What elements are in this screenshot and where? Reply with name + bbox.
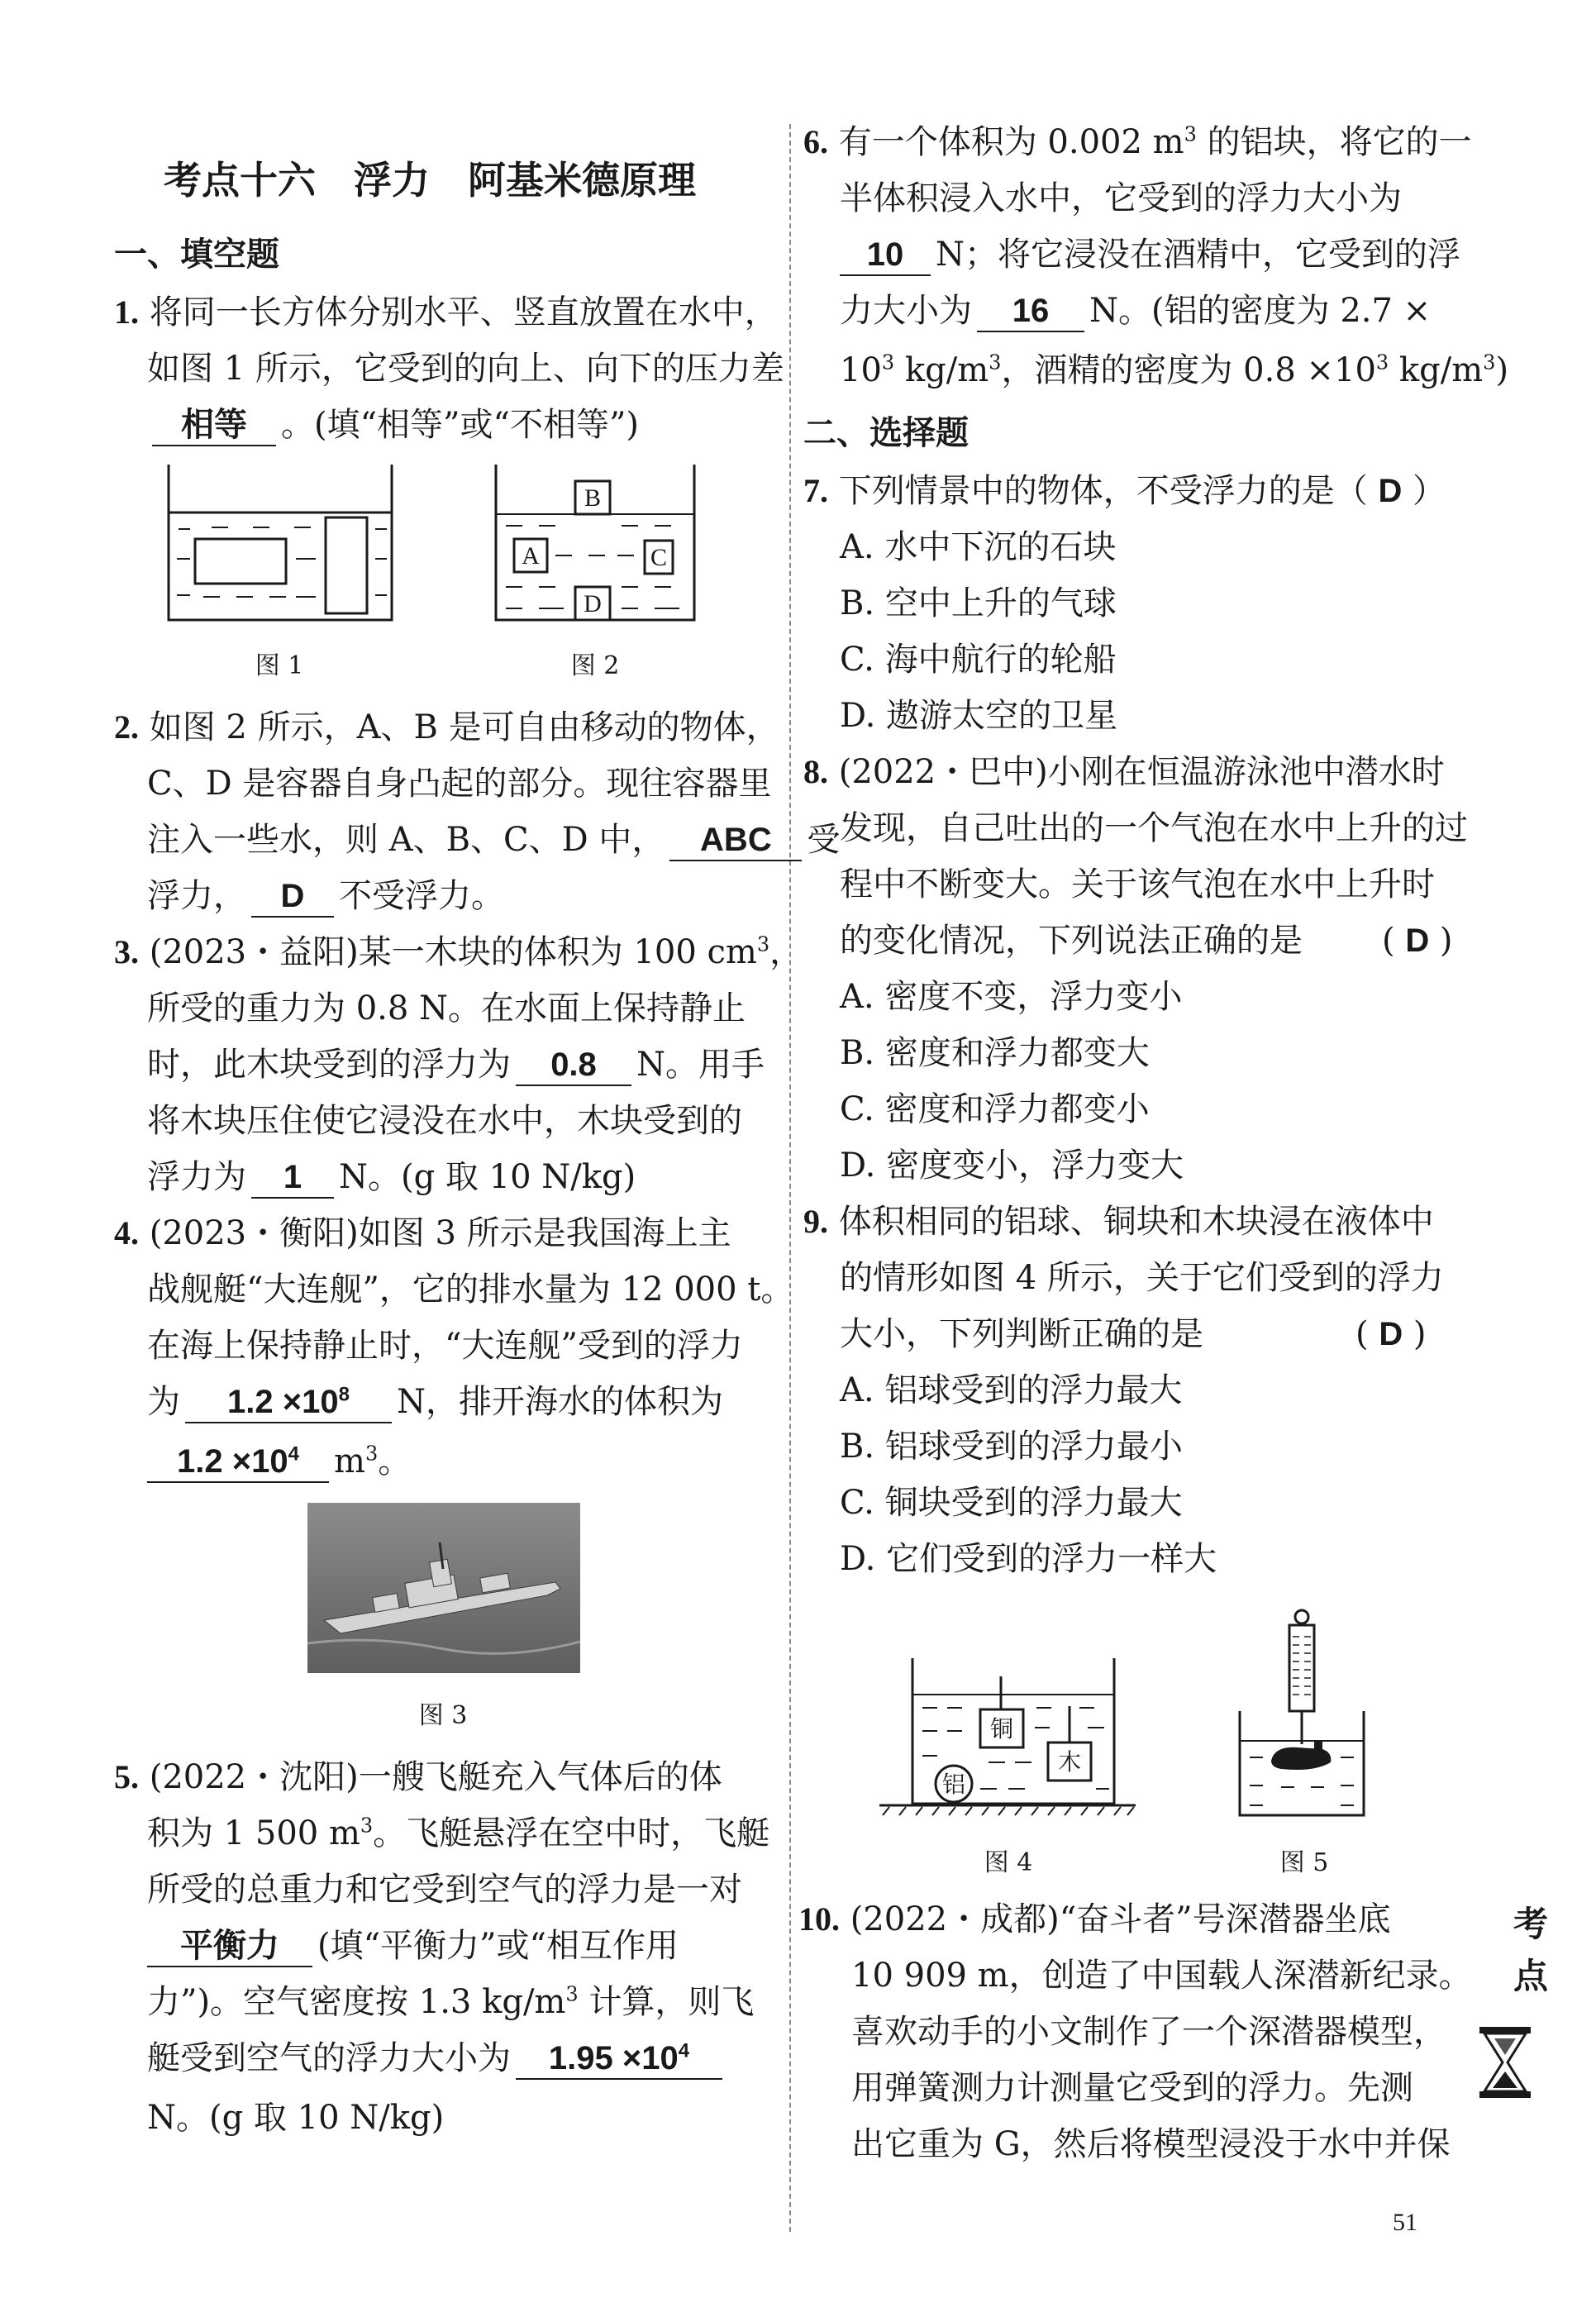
q4-answer-2-base: 1.2 ×10 (177, 1443, 288, 1480)
q2-text-4b: 不受浮力。 (339, 877, 504, 915)
figure-2-label-d: D (584, 590, 602, 617)
q5-line-6 (147, 2039, 727, 2080)
q10-number: 10. (798, 1900, 840, 1938)
figure-4-label-aluminum: 铝 (941, 1771, 966, 1798)
q5-text-2: 积为 1 500 m (147, 1814, 360, 1852)
q5-answer-2-exp: 4 (678, 2039, 690, 2062)
q3-line-4: 将木块压住使它浸没在水中，木块受到的 (147, 1102, 742, 1140)
q2-line-2: C、D 是容器自身凸起的部分。现往容器里 (147, 765, 772, 803)
q6-answer-1[interactable]: 10 (840, 238, 931, 276)
q4-text-4: 为 (147, 1383, 180, 1421)
q6-text-4b: N。(铝的密度为 2.7 × (1089, 292, 1432, 330)
q10-text-1: (2022・成都)“奋斗者”号深潜器坐底 (850, 1900, 1391, 1938)
q4-line-3: 在海上保持静止时，“大连舰”受到的浮力 (147, 1327, 743, 1365)
q9-text-3: 大小，下列判断正确的是 (840, 1315, 1203, 1353)
q7-option-b[interactable]: B. 空中上升的气球 (840, 584, 1117, 622)
q5-line-4 (147, 1929, 679, 1967)
q6-line-4 (840, 294, 1431, 332)
q8-answer[interactable]: D (1405, 923, 1430, 959)
q5-text-2b: 。飞艇悬浮在空中时，飞艇 (373, 1814, 770, 1852)
q6-text-5a: 10 (840, 351, 882, 389)
q3-line-3 (147, 1048, 765, 1086)
q9-line-2: 的情形如图 4 所示，关于它们受到的浮力 (840, 1259, 1444, 1297)
q3-text-1-end: ， (769, 933, 803, 971)
figure-2-caption: 图 2 (570, 651, 620, 680)
q10-line-4: 用弹簧测力计测量它受到的浮力。先测 (851, 2069, 1413, 2107)
q9-line-1 (803, 1203, 1434, 1241)
q8-text-1: (2022・巴中)小刚在恒温游泳池中潜水时 (838, 753, 1445, 791)
side-tab-char-2: 点 (1513, 1956, 1548, 1996)
q5-sup-5: 3 (565, 1982, 579, 2006)
q5-text-6: 艇受到空气的浮力大小为 (147, 2039, 511, 2077)
column-divider (789, 124, 791, 2232)
q5-text-4: (填“平衡力”或“相互作用 (317, 1927, 679, 1965)
q2-answer-1[interactable]: ABC (669, 823, 802, 861)
figure-4 (873, 1657, 1142, 1830)
q6-text-5b: kg/m (894, 351, 989, 389)
q7-answer[interactable]: D (1378, 473, 1403, 509)
q4-line-4 (147, 1385, 723, 1423)
q2-text-4: 浮力， (147, 877, 246, 915)
q5-line-5 (147, 1982, 755, 2021)
figure-3-warship-photo (307, 1503, 580, 1673)
q10-line-2: 10 909 m，创造了中国载人深潜新纪录。 (851, 1957, 1472, 1995)
q2-text-3b: 受 (807, 821, 841, 859)
figure-5-caption: 图 5 (1279, 1848, 1329, 1877)
q2-number: 2. (114, 708, 139, 746)
figure-4-label-wood: 木 (1057, 1748, 1082, 1776)
q4-text-5-end: 。 (378, 1442, 412, 1480)
figure-2-label-c: C (650, 544, 668, 571)
q7-text: 下列情景中的物体，不受浮力的是 (838, 472, 1335, 510)
q8-option-b[interactable]: B. 密度和浮力都变大 (840, 1034, 1150, 1072)
q8-option-d[interactable]: D. 密度变小，浮力变大 (840, 1147, 1184, 1185)
q4-answer-1-exp: 8 (338, 1383, 350, 1406)
q5-line-7: N。(g 取 10 N/kg) (147, 2099, 445, 2137)
q4-unit: m (334, 1442, 365, 1480)
page-title: 考点十六 浮力 阿基米德原理 (164, 158, 696, 203)
figure-3-caption: 图 3 (418, 1701, 468, 1730)
q5-line-1 (114, 1758, 722, 1796)
q4-line-5 (147, 1442, 412, 1483)
q3-answer-2[interactable]: 1 (251, 1161, 334, 1199)
q8-line-3: 程中不断变大。关于该气泡在水中上升时 (840, 865, 1435, 903)
q5-answer-2-base: 1.95 ×10 (548, 2040, 679, 2076)
q9-option-d[interactable]: D. 它们受到的浮力一样大 (840, 1540, 1217, 1578)
q3-number: 3. (114, 933, 139, 970)
q2-line-1 (114, 708, 779, 746)
q4-number: 4. (114, 1214, 139, 1251)
q9-option-a[interactable]: A. 铝球受到的浮力最大 (840, 1371, 1183, 1409)
hourglass-icon (1476, 2025, 1534, 2100)
q7-stem: 7. 下列情景中的物体，不受浮力的是（ D ） (803, 472, 1446, 510)
q6-number: 6. (803, 123, 828, 160)
q3-answer-1[interactable]: 0.8 (516, 1048, 631, 1086)
q9-line-3: 大小，下列判断正确的是 ( D ) (840, 1315, 1427, 1353)
figure-5 (1232, 1604, 1372, 1827)
section-multiple-choice: 二、选择题 (803, 413, 969, 452)
q3-line-2: 所受的重力为 0.8 N。在水面上保持静止 (147, 989, 746, 1027)
q3-line-1 (114, 932, 803, 971)
q1-line-1 (114, 293, 778, 331)
q1-answer[interactable]: 相等 (152, 408, 276, 446)
q6-text-5e: ) (1495, 351, 1509, 389)
figure-2-label-a: A (522, 542, 540, 570)
q7-option-c[interactable]: C. 海中航行的轮船 (840, 641, 1117, 679)
q5-line-2 (147, 1814, 770, 1852)
figure-1 (162, 463, 398, 625)
q1-tail: 。(填“相等”或“不相等”) (281, 406, 640, 444)
q9-option-c[interactable]: C. 铜块受到的浮力最大 (840, 1484, 1183, 1522)
q3-text-3: 时，此木块受到的浮力为 (147, 1046, 511, 1084)
q8-option-a[interactable]: A. 密度不变，浮力变小 (840, 978, 1183, 1016)
side-tab-char-1: 考 (1513, 1904, 1548, 1944)
figure-4-caption: 图 4 (984, 1848, 1033, 1877)
q8-number: 8. (803, 753, 828, 790)
q5-text-5: 力”)。空气密度按 1.3 kg/m (147, 1983, 566, 2021)
q5-answer-1[interactable]: 平衡力 (147, 1929, 312, 1967)
q6-text-1b: 的铝块，将它的一 (1196, 123, 1472, 161)
figure-1-caption: 图 1 (255, 651, 304, 680)
page-number: 51 (1393, 2209, 1417, 2236)
q1-line-2: 如图 1 所示，它受到的向上、向下的压力差 (147, 350, 784, 388)
q1-number: 1. (114, 293, 139, 331)
q5-answer-2[interactable] (516, 2039, 722, 2080)
q4-line-2: 战舰艇“大连舰”，它的排水量为 12 000 t。 (147, 1271, 794, 1309)
figure-2-label-b: B (584, 484, 602, 512)
section-fill-blank: 一、填空题 (114, 235, 279, 274)
q10-line-1 (798, 1900, 1391, 1938)
q5-text-5b: 计算，则飞 (578, 1983, 755, 2021)
q6-sup-5d: 3 (1483, 350, 1496, 374)
q6-sup-5c: 3 (1375, 350, 1389, 374)
q2-line-4 (147, 877, 504, 918)
q3-sup-1: 3 (756, 932, 770, 956)
side-tab (1513, 1898, 1548, 2002)
q6-sup-5b: 3 (989, 350, 1002, 374)
q4-text-1: (2023・衡阳)如图 3 所示是我国海上主 (149, 1214, 731, 1252)
q7-option-d[interactable]: D. 遨游太空的卫星 (840, 697, 1118, 735)
q8-option-c[interactable]: C. 密度和浮力都变小 (840, 1090, 1150, 1128)
q1-line-3 (147, 408, 639, 446)
q7-number: 7. (803, 472, 828, 509)
q6-text-5c: ，酒精的密度为 0.8 ×10 (1001, 351, 1376, 389)
q6-line-5 (840, 350, 1509, 389)
q6-text-1: 有一个体积为 0.002 m (838, 123, 1184, 161)
q9-number: 9. (803, 1203, 828, 1240)
q9-answer[interactable]: D (1379, 1316, 1403, 1352)
q5-line-3: 所受的总重力和它受到空气的浮力是一对 (147, 1871, 742, 1909)
q2-answer-2[interactable]: D (251, 880, 334, 918)
q2-line-3 (147, 823, 840, 861)
q3-text-5b: N。(g 取 10 N/kg) (339, 1158, 636, 1196)
q8-line-1 (803, 753, 1445, 791)
q4-line-1 (114, 1214, 731, 1252)
q1-text-1: 将同一长方体分别水平、竖直放置在水中， (149, 293, 778, 331)
figure-2 (489, 463, 701, 625)
q9-text-1: 体积相同的铝球、铜块和木块浸在液体中 (838, 1203, 1434, 1241)
figure-4-label-copper: 铜 (989, 1715, 1014, 1743)
q4-answer-2-exp: 4 (288, 1442, 299, 1466)
q6-sup-5a: 3 (881, 350, 895, 374)
q5-number: 5. (114, 1758, 139, 1795)
q2-text-3: 注入一些水，则 A、B、C、D 中， (147, 821, 665, 859)
q10-line-5: 出它重为 G，然后将模型浸没于水中并保 (851, 2125, 1451, 2163)
q5-sup-2: 3 (360, 1814, 374, 1838)
q6-text-4: 力大小为 (840, 292, 972, 330)
q3-text-3b: N。用手 (636, 1046, 765, 1084)
q7-option-a[interactable]: A. 水中下沉的石块 (840, 528, 1117, 566)
q4-unit-exp: 3 (364, 1442, 379, 1466)
q6-line-1 (803, 122, 1472, 161)
q5-text-1: (2022・沈阳)一艘飞艇充入气体后的体 (149, 1758, 722, 1796)
q6-text-3: N；将它浸没在酒精中，它受到的浮 (936, 236, 1460, 274)
q3-text-5: 浮力为 (147, 1158, 246, 1196)
q3-line-5 (147, 1158, 636, 1199)
q6-answer-2[interactable]: 16 (977, 294, 1084, 332)
q9-option-b[interactable]: B. 铝球受到的浮力最小 (840, 1428, 1183, 1466)
q6-line-2: 半体积浸入水中，它受到的浮力大小为 (840, 179, 1402, 217)
q8-line-4: 的变化情况，下列说法正确的是 ( D ) (840, 922, 1453, 960)
q4-answer-1[interactable] (185, 1385, 392, 1423)
q4-answer-1-base: 1.2 ×10 (227, 1384, 339, 1420)
q3-text-1: (2023・益阳)某一木块的体积为 100 cm (149, 933, 757, 971)
q4-answer-2[interactable] (147, 1442, 329, 1483)
q10-line-3: 喜欢动手的小文制作了一个深潜器模型， (851, 2013, 1446, 2051)
q6-sup-1: 3 (1184, 122, 1197, 146)
q2-text-1: 如图 2 所示，A、B 是可自由移动的物体， (149, 708, 779, 746)
q6-line-3 (840, 238, 1460, 276)
q6-text-5d: kg/m (1389, 351, 1484, 389)
q4-text-4b: N，排开海水的体积为 (397, 1383, 723, 1421)
q8-line-2: 发现，自己吐出的一个气泡在水中上升的过 (840, 809, 1468, 847)
q8-text-4: 的变化情况，下列说法正确的是 (840, 922, 1303, 960)
